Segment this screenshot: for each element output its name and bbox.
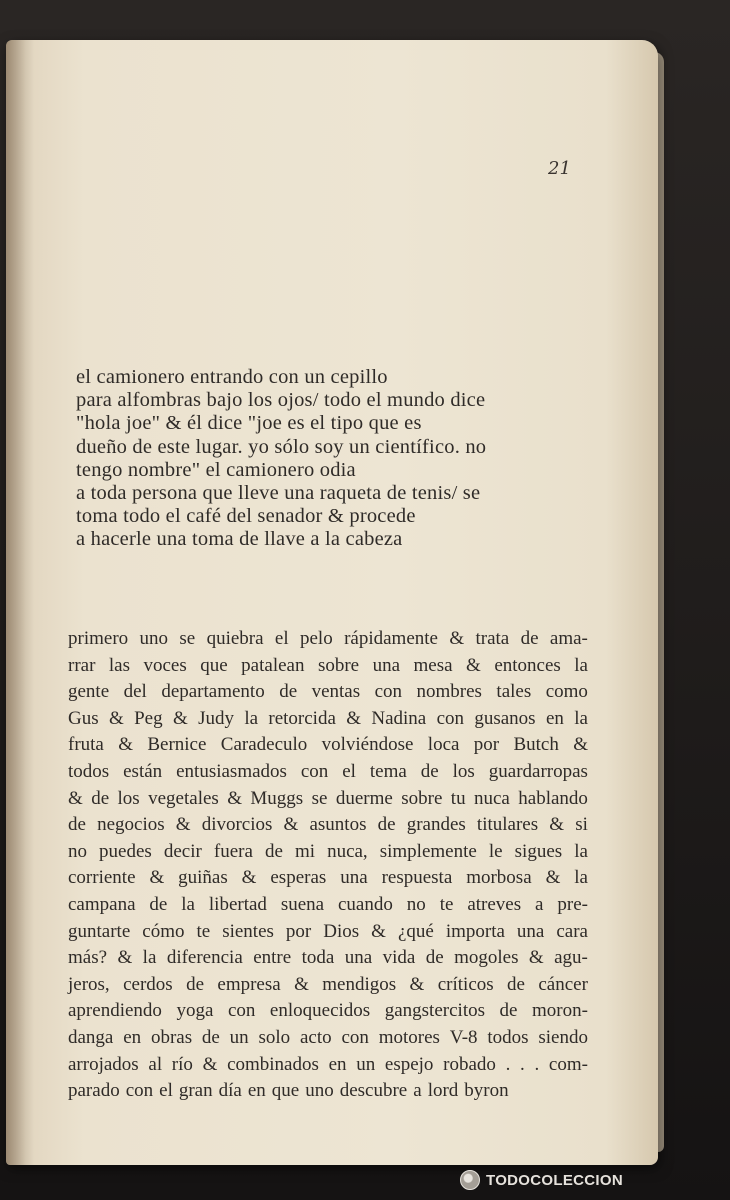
- poem-line: toma todo el café del senador & procede: [76, 505, 416, 528]
- prose-line: no puedes decir fuera de mi nuca, simplemente le sigues la: [68, 840, 588, 862]
- prose-line: más? & la diferencia entre toda una vida de mogoles & agu-: [68, 947, 588, 969]
- poem-line: el camionero entrando con un cepillo: [76, 366, 388, 388]
- poem-line: "hola joe" & él dice "joe es el tipo que es: [76, 412, 422, 435]
- poem-stanza: [76, 366, 596, 552]
- poem-line: para alfombras bajo los ojos/ todo el mundo dice: [76, 389, 486, 412]
- prose-line: parado con el gran día en que uno descubre a lord byron: [68, 1080, 509, 1102]
- prose-line: aprendiendo yoga con enloquecidos gangstercitos de moron-: [68, 1000, 588, 1022]
- spine-shadow: [6, 40, 34, 1165]
- prose-line: gente del departamento de ventas con nombres tales como: [68, 681, 588, 703]
- poem-line: dueño de este lugar. yo sólo soy un científico. no: [76, 435, 487, 458]
- prose-line: primero uno se quiebra el pelo rápidamente & trata de ama-: [68, 628, 588, 649]
- poem-line: a hacerle una toma de llave a la cabeza: [76, 528, 403, 551]
- prose-line: danga en obras de un solo acto con motores V-8 todos siendo: [68, 1026, 588, 1048]
- poem-line: a toda persona que lleve una raqueta de tenis/ se: [76, 482, 481, 505]
- prose-line: fruta & Bernice Caradeculo volviéndose loca por Butch &: [68, 734, 588, 756]
- poem-line: tengo nombre" el camionero odia: [76, 458, 356, 481]
- watermark-text: TODOCOLECCION: [486, 1171, 623, 1189]
- prose-line: corriente & guiñas & esperas una respuesta morbosa & la: [68, 867, 588, 889]
- prose-line: campana de la libertad suena cuando no te atreves a pre-: [68, 893, 588, 915]
- prose-line: arrojados al río & combinados en un espejo robado . . . com-: [68, 1053, 588, 1075]
- prose-line: rrar las voces que patalean sobre una mesa & entonces la: [68, 654, 588, 676]
- prose-paragraph: [68, 626, 588, 1105]
- watermark: [460, 1170, 623, 1190]
- prose-line: jeros, cerdos de empresa & mendigos & críticos de cáncer: [68, 973, 588, 995]
- prose-line: guntarte cómo te sientes por Dios & ¿qué importa una cara: [68, 920, 588, 942]
- prose-line: & de los vegetales & Muggs se duerme sobre tu nuca hablando: [68, 787, 588, 809]
- prose-line: Gus & Peg & Judy la retorcida & Nadina con gusanos en la: [68, 707, 588, 729]
- prose-line: todos están entusiasmados con el tema de los guardarropas: [68, 760, 588, 782]
- page-number: 21: [548, 158, 571, 179]
- prose-line: de negocios & divorcios & asuntos de grandes titulares & si: [68, 814, 588, 836]
- todocoleccion-logo-icon: [460, 1170, 480, 1190]
